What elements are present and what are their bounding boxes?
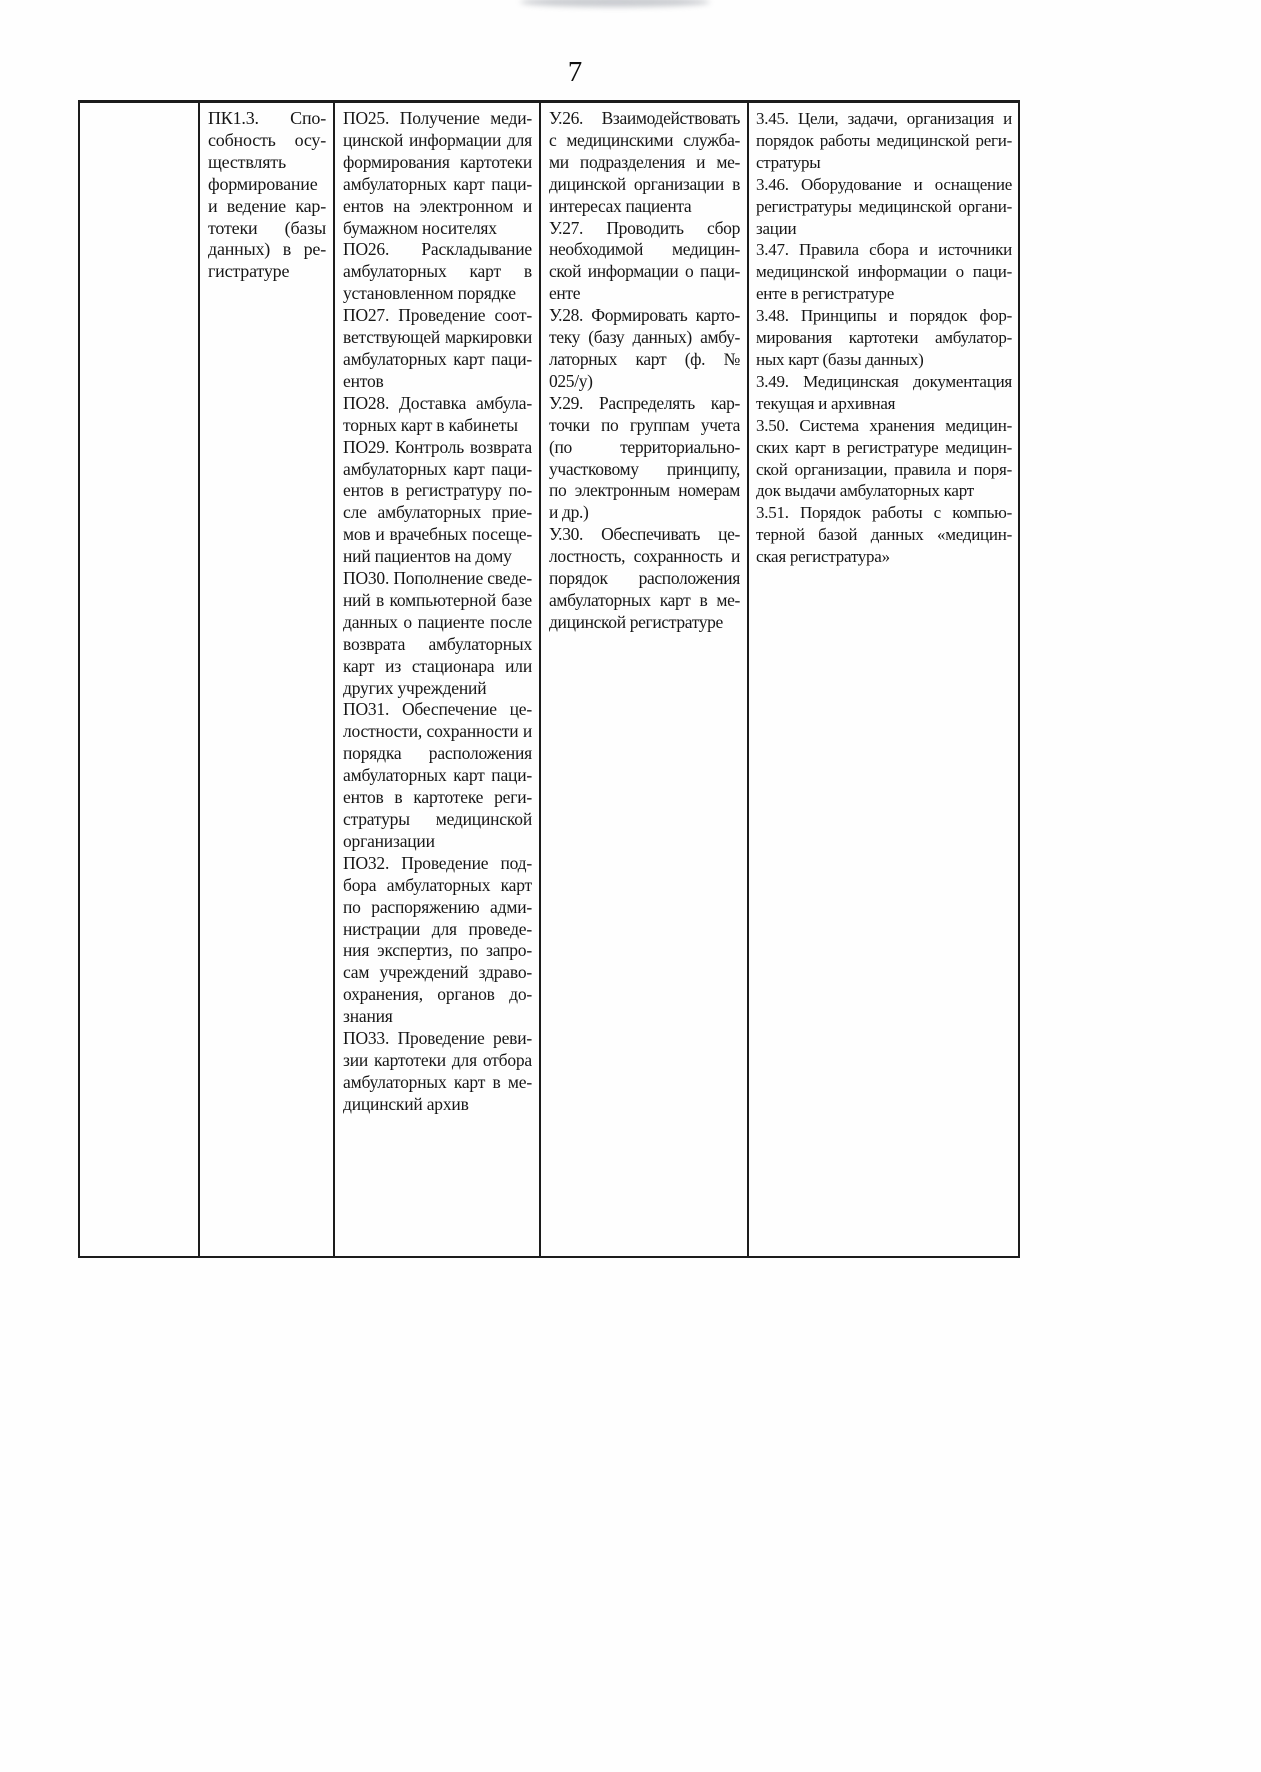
table-cell-paragraph xyxy=(343,437,532,568)
text-line: текущая и архивная xyxy=(756,393,896,413)
text-line: порядок работы медицинской реги- xyxy=(756,130,1012,150)
text-line: дицинский архив xyxy=(343,1093,469,1114)
text-line: нистрации для проведе- xyxy=(343,918,532,939)
text-line: лостности, сохранности и xyxy=(343,721,532,742)
text-line: тотеки (базы xyxy=(208,217,326,238)
column-blank xyxy=(80,103,198,1256)
text-line: ПО31. Обеспечение це- xyxy=(343,699,532,720)
column-skills xyxy=(539,103,747,1256)
text-line: ветствующей маркировки xyxy=(343,327,532,348)
text-line: амбулаторных карт паци- xyxy=(343,765,532,786)
text-line: гистратуре xyxy=(208,261,290,282)
text-line: сле амбулаторных прие- xyxy=(343,502,532,523)
text-line: формирование xyxy=(208,173,318,194)
text-line: зии картотеки для отбора xyxy=(343,1049,532,1070)
table-cell-paragraph xyxy=(343,568,532,699)
text-line: зации xyxy=(756,218,797,238)
text-line: ПО30. Пополнение сведе- xyxy=(343,568,532,589)
text-line: амбулаторных карт паци- xyxy=(343,348,532,369)
text-line: необходимой медицин- xyxy=(549,239,740,260)
table-cell-paragraph xyxy=(343,853,532,1028)
text-line: цинской информации для xyxy=(343,129,532,150)
text-line: по электронным номерам xyxy=(549,480,740,501)
table-cell-paragraph xyxy=(343,699,532,852)
text-line: и др.) xyxy=(549,502,589,523)
text-line: терной базой данных «медицин- xyxy=(756,525,1012,545)
text-line: ентов на электронном и xyxy=(343,195,532,216)
text-line: 3.46. Оборудование и оснащение xyxy=(756,174,1012,194)
text-line: знания xyxy=(343,1006,393,1027)
text-line: док выдачи амбулаторных карт xyxy=(756,481,974,501)
text-line: ПО26. Раскладывание xyxy=(343,239,532,260)
column-practical-experience xyxy=(333,103,539,1256)
text-line: амбулаторных карт в ме- xyxy=(343,1071,532,1092)
table-cell-paragraph xyxy=(756,305,1012,371)
text-line: лостность, сохранность и xyxy=(549,546,740,567)
text-line: 3.50. Система хранения медицин- xyxy=(756,415,1012,435)
text-line: 3.49. Медицинская документация xyxy=(756,371,1012,391)
table-cell-paragraph xyxy=(208,108,326,283)
text-line: мов и врачебных посеще- xyxy=(343,524,532,545)
table-cell-paragraph xyxy=(549,524,740,634)
text-line: собность осу- xyxy=(208,129,326,150)
text-line: с медицинскими служба- xyxy=(549,129,740,150)
text-line: У.29. Распределять кар- xyxy=(549,392,740,413)
text-line: латорных карт (ф. № xyxy=(549,348,740,369)
text-line: стратуры медицинской xyxy=(343,809,532,829)
text-line: по распоряжению адми- xyxy=(343,896,532,917)
text-line: данных) в ре- xyxy=(208,239,326,260)
text-line: У.28. Формировать карто- xyxy=(549,305,740,326)
text-line: У.27. Проводить сбор xyxy=(549,217,740,238)
table-cell-paragraph xyxy=(756,415,1012,503)
table-cell-paragraph xyxy=(756,108,1012,174)
text-line: амбулаторных карт в xyxy=(343,261,532,282)
text-line: 025/у) xyxy=(549,370,593,391)
text-line: ПО32. Проведение под- xyxy=(343,852,532,873)
text-line: мирования картотеки амбулатор- xyxy=(756,328,1012,348)
text-line: енте xyxy=(549,283,581,304)
text-line: интересах пациента xyxy=(549,195,692,216)
scan-artifact xyxy=(520,0,710,7)
text-line: У.26. Взаимодействовать xyxy=(549,108,740,128)
text-line: ных карт (базы данных) xyxy=(756,349,924,369)
table-cell-paragraph xyxy=(549,305,740,393)
text-line: (по территориально- xyxy=(549,436,740,457)
text-line: ния экспертиз, по запро- xyxy=(343,940,532,961)
text-line: других учреждений xyxy=(343,677,487,698)
text-line: стратуры xyxy=(756,152,821,172)
text-line: ПО25. Получение меди- xyxy=(343,108,532,128)
text-line: ская регистратура» xyxy=(756,547,890,567)
text-line: порядка расположения xyxy=(343,743,532,764)
table-cell-paragraph xyxy=(343,108,532,239)
text-line: дицинской регистратуре xyxy=(549,611,723,632)
text-line: ской организации, правила и поря- xyxy=(756,459,1012,479)
text-line: ПО29. Контроль возврата xyxy=(343,436,532,457)
text-line: У.30. Обеспечивать це- xyxy=(549,524,740,545)
text-line: торных карт в кабинеты xyxy=(343,414,518,435)
text-line: енте в регистратуре xyxy=(756,284,895,304)
text-line: 3.48. Принципы и порядок фор- xyxy=(756,306,1012,326)
text-line: регистратуры медицинской органи- xyxy=(756,196,1012,216)
table-cell-paragraph xyxy=(343,1028,532,1116)
text-line: порядок расположения xyxy=(549,568,740,589)
text-line: ний в компьютерной базе xyxy=(343,589,532,610)
text-line: точки по группам учета xyxy=(549,414,740,435)
text-line: бора амбулаторных карт xyxy=(343,874,532,895)
text-line: карт из стационара или xyxy=(343,655,532,676)
table-cell-paragraph xyxy=(756,174,1012,240)
table-cell-paragraph xyxy=(343,393,532,437)
text-line: медицинской информации о паци- xyxy=(756,262,1012,282)
text-line: охранения, органов до- xyxy=(343,984,532,1005)
page-number: 7 xyxy=(567,56,583,88)
text-line: ПК1.3. Спо- xyxy=(208,108,326,128)
text-line: установленном порядке xyxy=(343,283,516,304)
table-cell-paragraph xyxy=(343,239,532,305)
text-line: ских карт в регистратуре медицин- xyxy=(756,437,1012,457)
table-cell-paragraph xyxy=(756,371,1012,415)
text-line: участковому принципу, xyxy=(549,458,740,479)
text-line: амбулаторных карт паци- xyxy=(343,173,532,194)
text-line: сам учреждений здраво- xyxy=(343,962,532,983)
text-line: ми подразделения и ме- xyxy=(549,151,740,172)
text-line: 3.45. Цели, задачи, организация и xyxy=(756,109,1012,128)
text-line: ПО28. Доставка амбула- xyxy=(343,392,532,413)
text-line: ществлять xyxy=(208,151,286,172)
text-line: 3.51. Порядок работы с компью- xyxy=(756,503,1012,523)
column-competency xyxy=(198,103,333,1256)
table-cell-paragraph xyxy=(549,108,740,218)
table-cell-paragraph xyxy=(549,218,740,306)
text-line: ПО27. Проведение соот- xyxy=(343,305,532,326)
text-line: теку (базу данных) амбу- xyxy=(549,327,740,348)
text-line: 3.47. Правила сбора и источники xyxy=(756,240,1012,260)
text-line: дицинской организации в xyxy=(549,173,740,194)
text-line: бумажном носителях xyxy=(343,217,497,238)
text-line: амбулаторных карт паци- xyxy=(343,458,532,479)
table-cell-paragraph xyxy=(756,502,1012,568)
competency-table xyxy=(78,100,1020,1258)
text-line: амбулаторных карт в ме- xyxy=(549,589,740,610)
text-line: ентов xyxy=(343,370,384,391)
text-line: данных о пациенте после xyxy=(343,611,532,632)
text-line: и ведение кар- xyxy=(208,195,326,216)
text-line: ний пациентов на дому xyxy=(343,546,512,567)
text-line: организации xyxy=(343,830,435,851)
text-line: ПО33. Проведение реви- xyxy=(343,1028,532,1049)
text-line: ентов в регистратуру по- xyxy=(343,480,532,501)
table-cell-paragraph xyxy=(756,239,1012,305)
column-knowledge xyxy=(747,103,1018,1256)
text-line: формирования картотеки xyxy=(343,151,532,172)
text-line: возврата амбулаторных xyxy=(343,633,532,654)
text-line: ентов в картотеке реги- xyxy=(343,787,532,808)
table-cell-paragraph xyxy=(549,393,740,524)
table-cell-paragraph xyxy=(343,305,532,393)
text-line: ской информации о паци- xyxy=(549,261,740,282)
